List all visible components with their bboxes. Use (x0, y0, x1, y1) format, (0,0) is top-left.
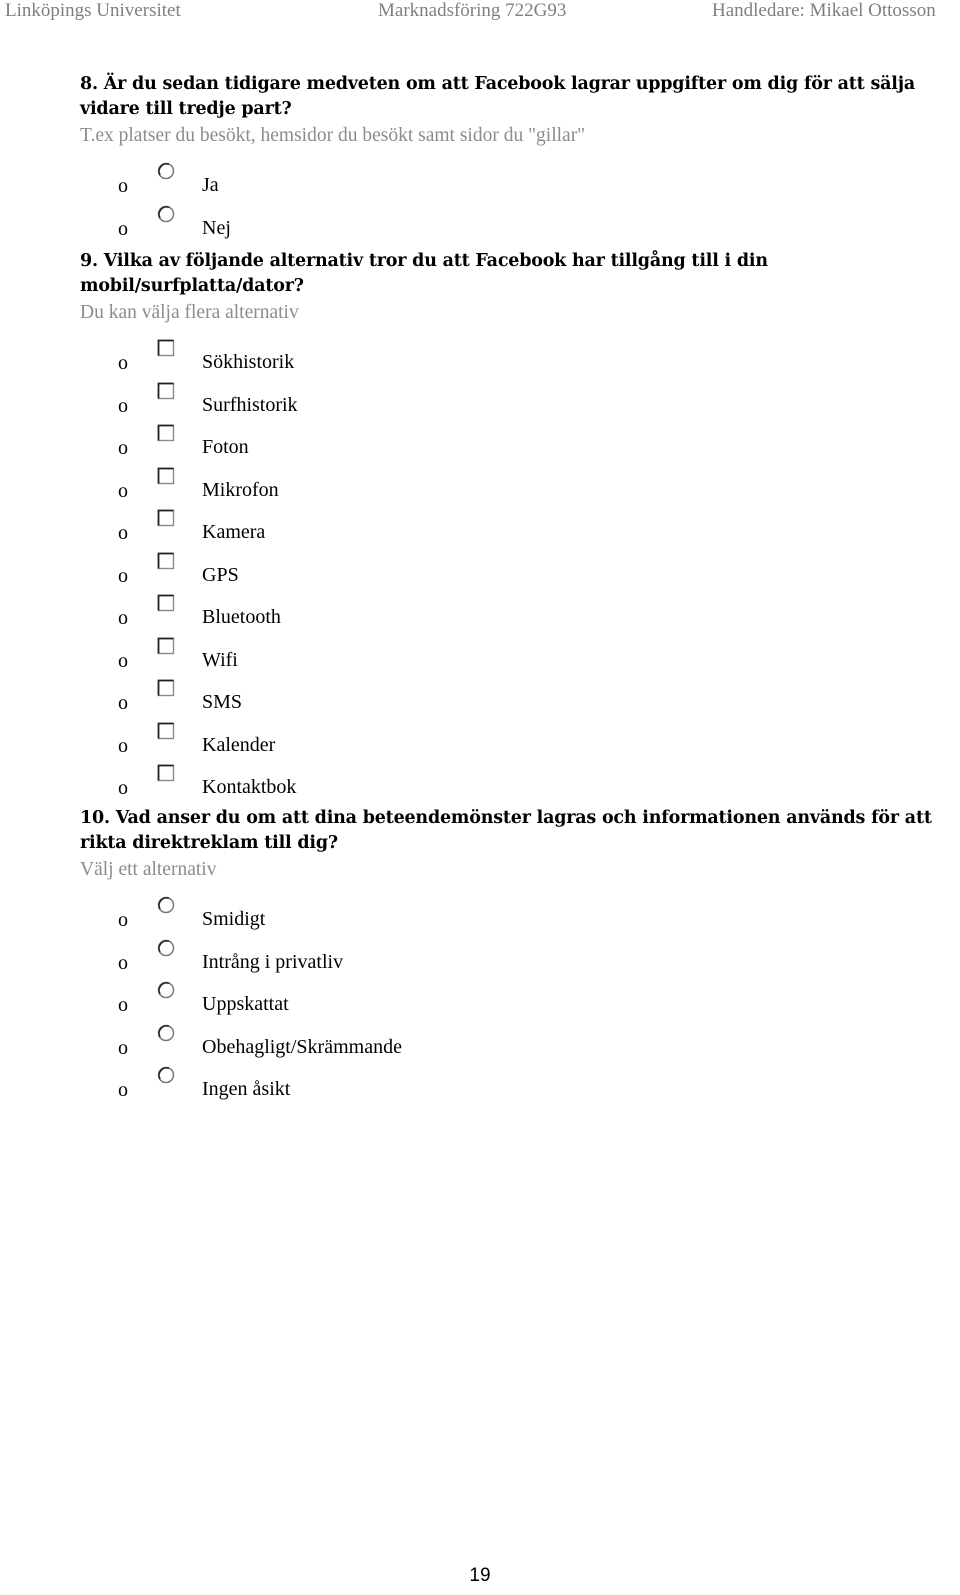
option-nej[interactable] (80, 211, 950, 254)
checkbox-icon[interactable] (157, 339, 177, 359)
radio-group (80, 902, 950, 1115)
page-number: 19 (469, 1565, 491, 1586)
checkbox-icon[interactable] (157, 424, 177, 444)
list-bullet: o (118, 1079, 128, 1101)
radio-button-icon[interactable] (157, 981, 177, 1001)
list-bullet: o (118, 692, 128, 714)
question-8 (80, 72, 950, 253)
option-sokhistorik[interactable] (80, 345, 950, 388)
list-bullet: o (118, 564, 128, 587)
checkbox-icon[interactable] (157, 382, 177, 402)
option-label: Intrång i privatliv (202, 950, 344, 973)
list-bullet: o (118, 1036, 128, 1059)
option-wifi[interactable] (80, 643, 950, 686)
option-label: Ja (202, 174, 219, 196)
option-label: Surfhistorik (202, 393, 298, 416)
question-hint: Du kan välja flera alternativ (80, 302, 299, 323)
checkbox-group (80, 345, 950, 813)
option-label: Wifi (202, 648, 238, 671)
checkbox-icon[interactable] (157, 679, 177, 699)
option-gps[interactable] (80, 558, 950, 601)
header-university: Linköpings Universitet (5, 0, 181, 21)
option-label: Mikrofon (202, 478, 279, 501)
question-hint: Välj ett alternativ (80, 859, 217, 880)
option-ja[interactable] (80, 168, 950, 211)
checkbox-icon[interactable] (157, 552, 177, 572)
option-sms[interactable] (80, 685, 950, 728)
list-bullet: o (118, 951, 128, 974)
option-uppskattat[interactable] (80, 987, 950, 1030)
list-bullet: o (118, 994, 128, 1016)
page-header (0, 0, 960, 26)
checkbox-icon[interactable] (157, 594, 177, 614)
checkbox-icon[interactable] (157, 764, 177, 784)
option-bluetooth[interactable] (80, 600, 950, 643)
option-ingen-asikt[interactable] (80, 1072, 950, 1115)
radio-button-icon[interactable] (157, 896, 177, 916)
option-label: Uppskattat (202, 993, 289, 1015)
option-label: GPS (202, 563, 239, 586)
option-label: Smidigt (202, 908, 266, 930)
option-mikrofon[interactable] (80, 473, 950, 516)
question-10 (80, 806, 950, 1115)
option-label: Kamera (202, 521, 266, 543)
list-bullet: o (118, 437, 128, 459)
header-course: Marknadsföring 722G93 (378, 0, 567, 21)
list-bullet: o (118, 394, 128, 417)
checkbox-icon[interactable] (157, 722, 177, 742)
option-intrang[interactable] (80, 945, 950, 988)
question-title: 8. Är du sedan tidigare medveten om att Facebook lagrar uppgifter om dig för att sälja vidare till tredje part? (80, 74, 915, 119)
list-bullet: o (118, 175, 128, 197)
option-surfhistorik[interactable] (80, 388, 950, 431)
header-supervisor: Handledare: Mikael Ottosson (712, 0, 936, 21)
question-title: 10. Vad anser du om att dina beteendemönster lagras och informationen används för att rikta direktreklam till dig? (80, 808, 932, 853)
checkbox-icon[interactable] (157, 637, 177, 657)
option-foton[interactable] (80, 430, 950, 473)
option-label: Sökhistorik (202, 351, 295, 373)
list-bullet: o (118, 217, 128, 240)
radio-button-icon[interactable] (157, 162, 177, 182)
checkbox-icon[interactable] (157, 467, 177, 487)
question-9 (80, 249, 950, 813)
radio-button-icon[interactable] (157, 1066, 177, 1086)
list-bullet: o (118, 352, 128, 374)
list-bullet: o (118, 522, 128, 544)
list-bullet: o (118, 734, 128, 757)
option-label: SMS (202, 691, 243, 713)
list-bullet: o (118, 909, 128, 931)
option-kalender[interactable] (80, 728, 950, 771)
question-hint: T.ex platser du besökt, hemsidor du besökt samt sidor du "gillar" (80, 125, 586, 146)
list-bullet: o (118, 777, 128, 799)
option-label: Kalender (202, 733, 276, 756)
radio-button-icon[interactable] (157, 205, 177, 225)
option-label: Bluetooth (202, 606, 281, 628)
option-label: Ingen åsikt (202, 1078, 291, 1100)
radio-group (80, 168, 950, 253)
option-label: Obehagligt/Skrämmande (202, 1035, 402, 1058)
checkbox-icon[interactable] (157, 509, 177, 529)
radio-button-icon[interactable] (157, 1024, 177, 1044)
list-bullet: o (118, 649, 128, 672)
question-title: 9. Vilka av följande alternativ tror du att Facebook har tillgång till i din mobil/surfplatta/dator? (80, 251, 768, 296)
option-label: Kontaktbok (202, 776, 297, 798)
option-kamera[interactable] (80, 515, 950, 558)
option-obehagligt[interactable] (80, 1030, 950, 1073)
radio-button-icon[interactable] (157, 939, 177, 959)
option-label: Nej (202, 216, 231, 239)
option-smidigt[interactable] (80, 902, 950, 945)
list-bullet: o (118, 607, 128, 629)
list-bullet: o (118, 479, 128, 502)
option-label: Foton (202, 436, 249, 458)
